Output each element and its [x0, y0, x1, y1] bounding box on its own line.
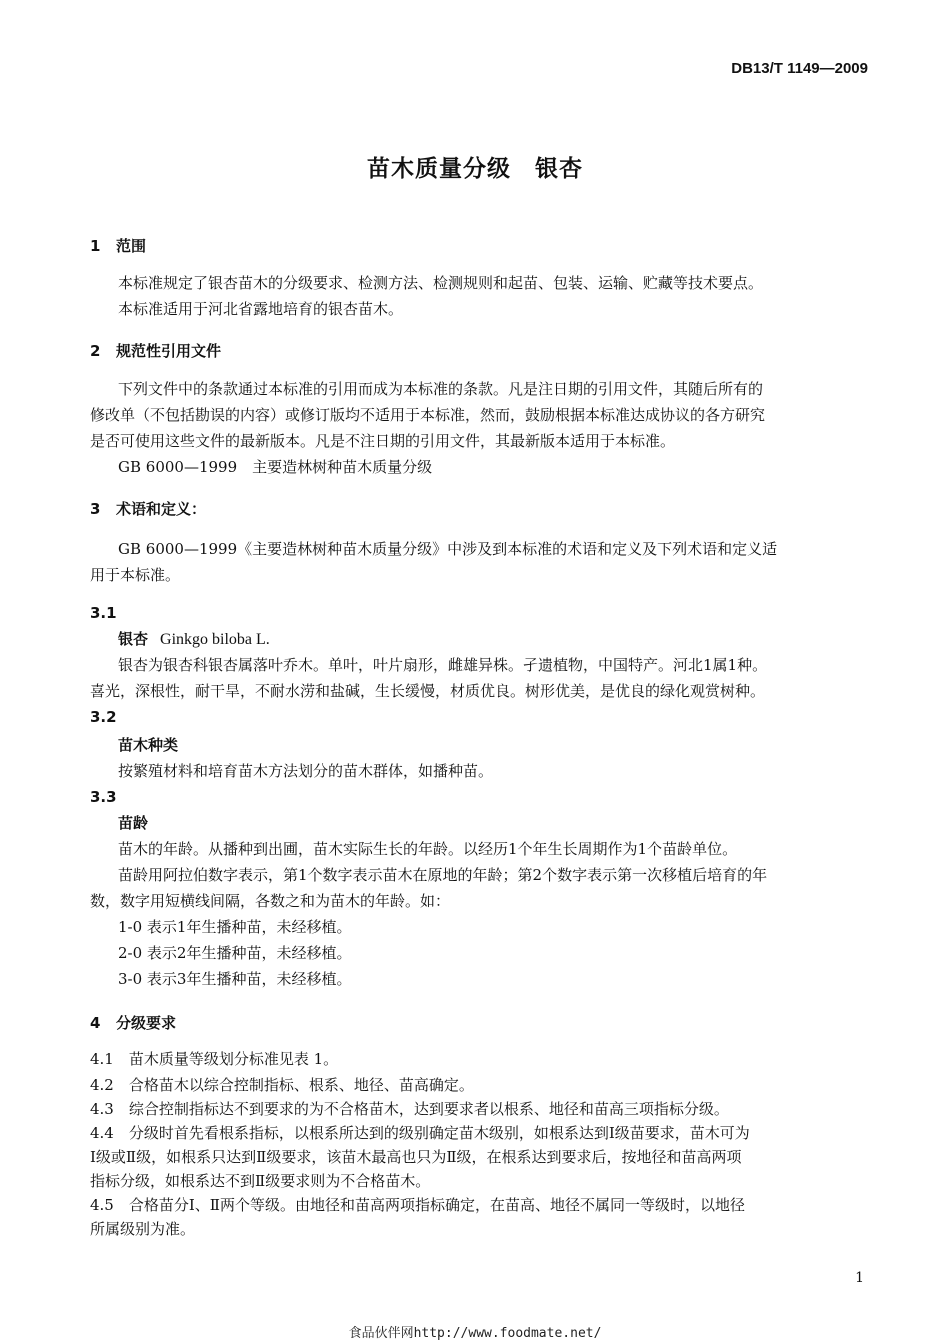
paragraph-line: GB 6000—1999《主要造林树种苗木质量分级》中涉及到本标准的术语和定义及下列术语和定义适	[118, 540, 778, 558]
page-number: 1	[855, 1270, 864, 1286]
definition-line: 银杏为银杏科银杏属落叶乔木。单叶，叶片扇形，雌雄异株。孑遗植物，中国特产。河北1属1种。	[118, 656, 768, 674]
clause-number: 3.2	[90, 708, 117, 726]
term-name: 苗木种类	[118, 736, 179, 754]
section-number: 4	[90, 1014, 101, 1032]
clause-number: 3.3	[90, 788, 117, 806]
example-line: 2-0 表示2年生播种苗，未经移植。	[118, 944, 352, 962]
section-title: 规范性引用文件	[116, 342, 222, 360]
clause-line: Ⅰ级或Ⅱ级，如根系只达到Ⅱ级要求，该苗木最高也只为Ⅱ级，在根系达到要求后，按地径和苗高两项	[90, 1148, 742, 1166]
referenced-document: GB 6000—1999 主要造林树种苗木质量分级	[118, 458, 433, 476]
section-1-heading	[90, 235, 146, 256]
paragraph-line: 是否可使用这些文件的最新版本。凡是不注日期的引用文件，其最新版本适用于本标准。	[90, 432, 676, 450]
clause-line: 4.1 苗木质量等级划分标准见表 1。	[90, 1050, 339, 1068]
footer-watermark: 食品伙伴网http://www.foodmate.net/	[348, 1326, 602, 1341]
section-number: 3	[90, 500, 101, 518]
term-heading	[118, 812, 148, 833]
definition-line: 数，数字用短横线间隔，各数之和为苗木的年龄。如：	[90, 892, 451, 910]
clause-number: 3.1	[90, 604, 117, 622]
clause-line: 所属级别为准。	[90, 1220, 196, 1238]
paragraph-line: 用于本标准。	[90, 566, 181, 584]
definition-line: 苗木的年龄。从播种到出圃，苗木实际生长的年龄。以经历1个年生长周期作为1个苗龄单位。	[118, 840, 738, 858]
term-name: 苗龄	[118, 814, 149, 832]
term-heading	[118, 628, 270, 649]
paragraph: 本标准规定了银杏苗木的分级要求、检测方法、检测规则和起苗、包装、运输、贮藏等技术要点。	[118, 274, 764, 292]
example-line: 1-0 表示1年生播种苗，未经移植。	[118, 918, 352, 936]
paragraph: 本标准适用于河北省露地培育的银杏苗木。	[118, 300, 404, 318]
section-2-heading	[90, 340, 221, 361]
section-4-heading	[90, 1012, 176, 1033]
standard-number: DB13/T 1149—2009	[731, 60, 868, 77]
clause-line: 4.4 分级时首先看根系指标，以根系所达到的级别确定苗木级别，如根系达到Ⅰ级苗要求，苗木可为	[90, 1124, 750, 1142]
document-title: 苗木质量分级 银杏	[367, 156, 583, 182]
clause-line: 4.2 合格苗木以综合控制指标、根系、地径、苗高确定。	[90, 1076, 474, 1094]
clause-line: 4.3 综合控制指标达不到要求的为不合格苗木，达到要求者以根系、地径和苗高三项指标分级。	[90, 1100, 729, 1118]
definition-line: 按繁殖材料和培育苗木方法划分的苗木群体，如播种苗。	[118, 762, 494, 780]
clause-line: 指标分级，如根系达不到Ⅱ级要求则为不合格苗木。	[90, 1172, 431, 1190]
term-heading	[118, 734, 178, 755]
clause-line: 4.5 合格苗分Ⅰ、Ⅱ两个等级。由地径和苗高两项指标确定，在苗高、地径不属同一等级时，以地径	[90, 1196, 745, 1214]
paragraph-line: 修改单（不包括勘误的内容）或修订版均不适用于本标准，然而，鼓励根据本标准达成协议的各方研究	[90, 406, 766, 424]
section-title: 分级要求	[116, 1014, 177, 1032]
section-title: 术语和定义：	[116, 500, 207, 518]
section-number: 1	[90, 237, 101, 255]
term-name: 银杏	[118, 630, 149, 648]
section-number: 2	[90, 342, 101, 360]
paragraph-line: 下列文件中的条款通过本标准的引用而成为本标准的条款。凡是注日期的引用文件，其随后所有的	[118, 380, 764, 398]
section-3-heading	[90, 498, 206, 519]
term-latin-name: Ginkgo biloba L.	[160, 631, 270, 648]
example-line: 3-0 表示3年生播种苗，未经移植。	[118, 970, 352, 988]
definition-line: 苗龄用阿拉伯数字表示，第1个数字表示苗木在原地的年龄；第2个数字表示第一次移植后培育的年	[118, 866, 768, 884]
definition-line: 喜光，深根性，耐干旱，不耐水涝和盐碱，生长缓慢，材质优良。树形优美，是优良的绿化观赏树种。	[90, 682, 766, 700]
section-title: 范围	[116, 237, 147, 255]
